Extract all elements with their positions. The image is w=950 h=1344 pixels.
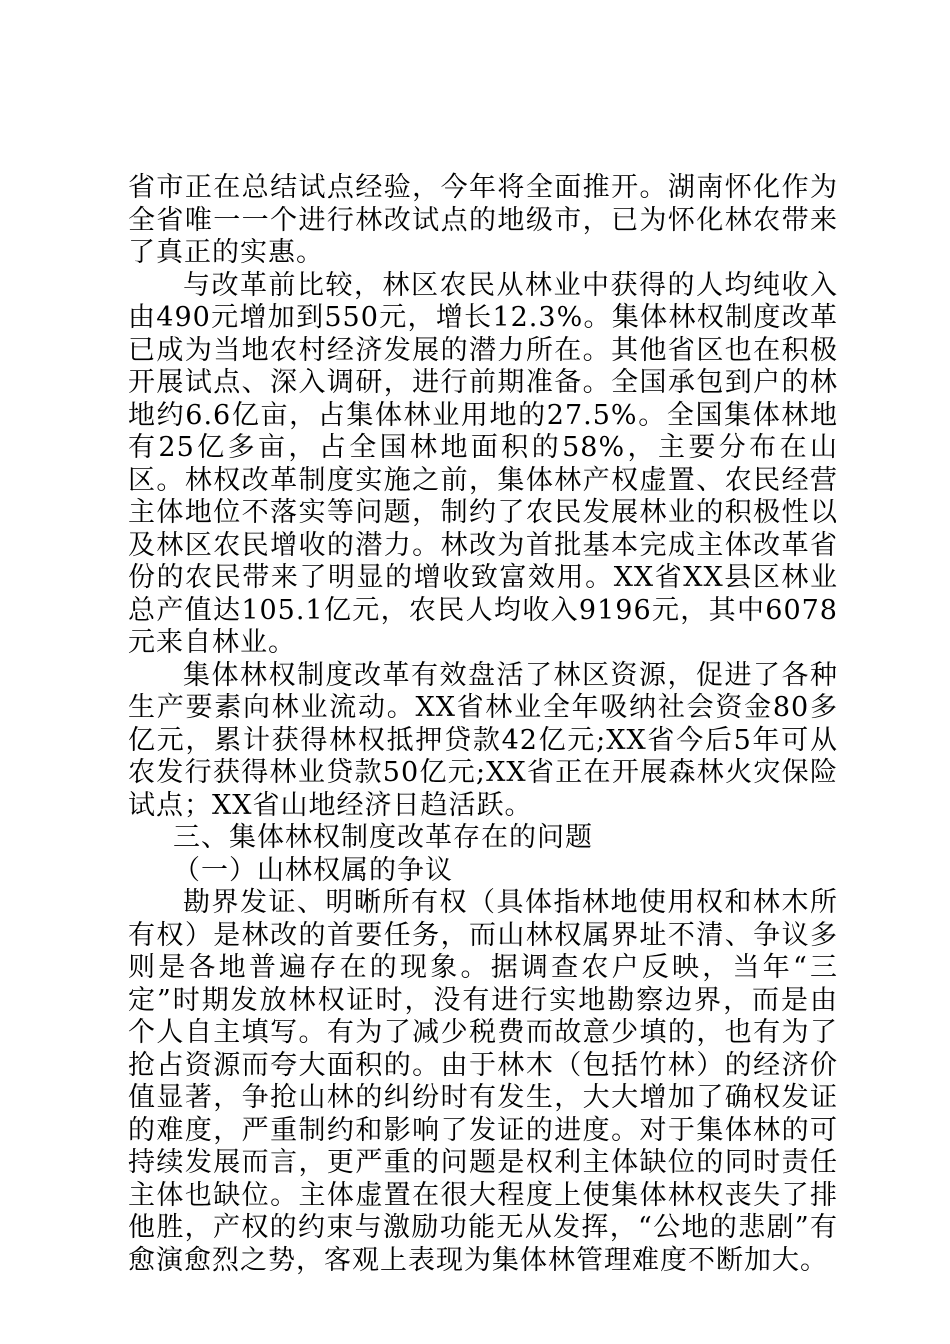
document-body [128, 172, 838, 1277]
subsection-heading-ownership-disputes: （一）山林权属的争议 [173, 854, 453, 886]
section-heading-problems: 三、集体林权制度改革存在的问题 [173, 822, 593, 853]
paragraph-ownership-disputes: 勘界发证、明晰所有权（具体指林地使用权和林木所有权）是林改的首要任务，而山林权属界址不清、争议多则是各地普遍存在的现象。据调查农户反映，当年“三定”时期发放林权证时，没有进行实地勘察边界，而是由个人自主填写。有为了减少税费而故意少填的，也有为了抢占资源而夸大面积的。由于林木（包括竹林）的经济价值显著，争抢山林的纠纷时有发生，大大增加了确权发证的难度，严重制约和影响了发证的进度。对于集体林的可持续发展而言，更严重的问题是权利主体缺位的同时责任主体也缺位。主体虚置在很大程度上使集体林权丧失了排他胜，产权的约束与激励功能无从发挥，“公地的悲剧”有愈演愈烈之势，客观上表现为集体林管理难度不断加大。 [128, 887, 838, 1276]
paragraph-resource-activation: 集体林权制度改革有效盘活了林区资源，促进了各种生产要素向林业流动。XX省林业全年吸纳社会资金80多亿元，累计获得林权抵押贷款42亿元;XX省今后5年可从农发行获得林业贷款50亿元;XX省正在开展森林火灾保险试点；XX省山地经济日趋活跃。 [128, 659, 838, 821]
paragraph-continued: 省市正在总结试点经验，今年将全面推开。湖南怀化作为全省唯一一个进行林改试点的地级市，已为怀化林农带来了真正的实惠。 [128, 172, 838, 268]
paragraph-income-comparison: 与改革前比较，林区农民从林业中获得的人均纯收入由490元增加到550元，增长12.3%。集体林权制度改革已成为当地农村经济发展的潜力所在。其他省区也在积极开展试点、深入调研，进行前期准备。全国承包到户的林地约6.6亿亩，占集体林业用地的27.5%。全国集体林地有25亿多亩，占全国林地面积的58%，主要分布在山区。林权改革制度实施之前，集体林产权虚置、农民经营主体地位不落实等问题，制约了农民发展林业的积极性以及林区农民增收的潜力。林改为首批基本完成主体改革省份的农民带来了明显的增收致富效用。XX省XX县区林业总产值达105.1亿元，农民人均收入9196元，其中6078元来自林业。 [128, 269, 838, 658]
